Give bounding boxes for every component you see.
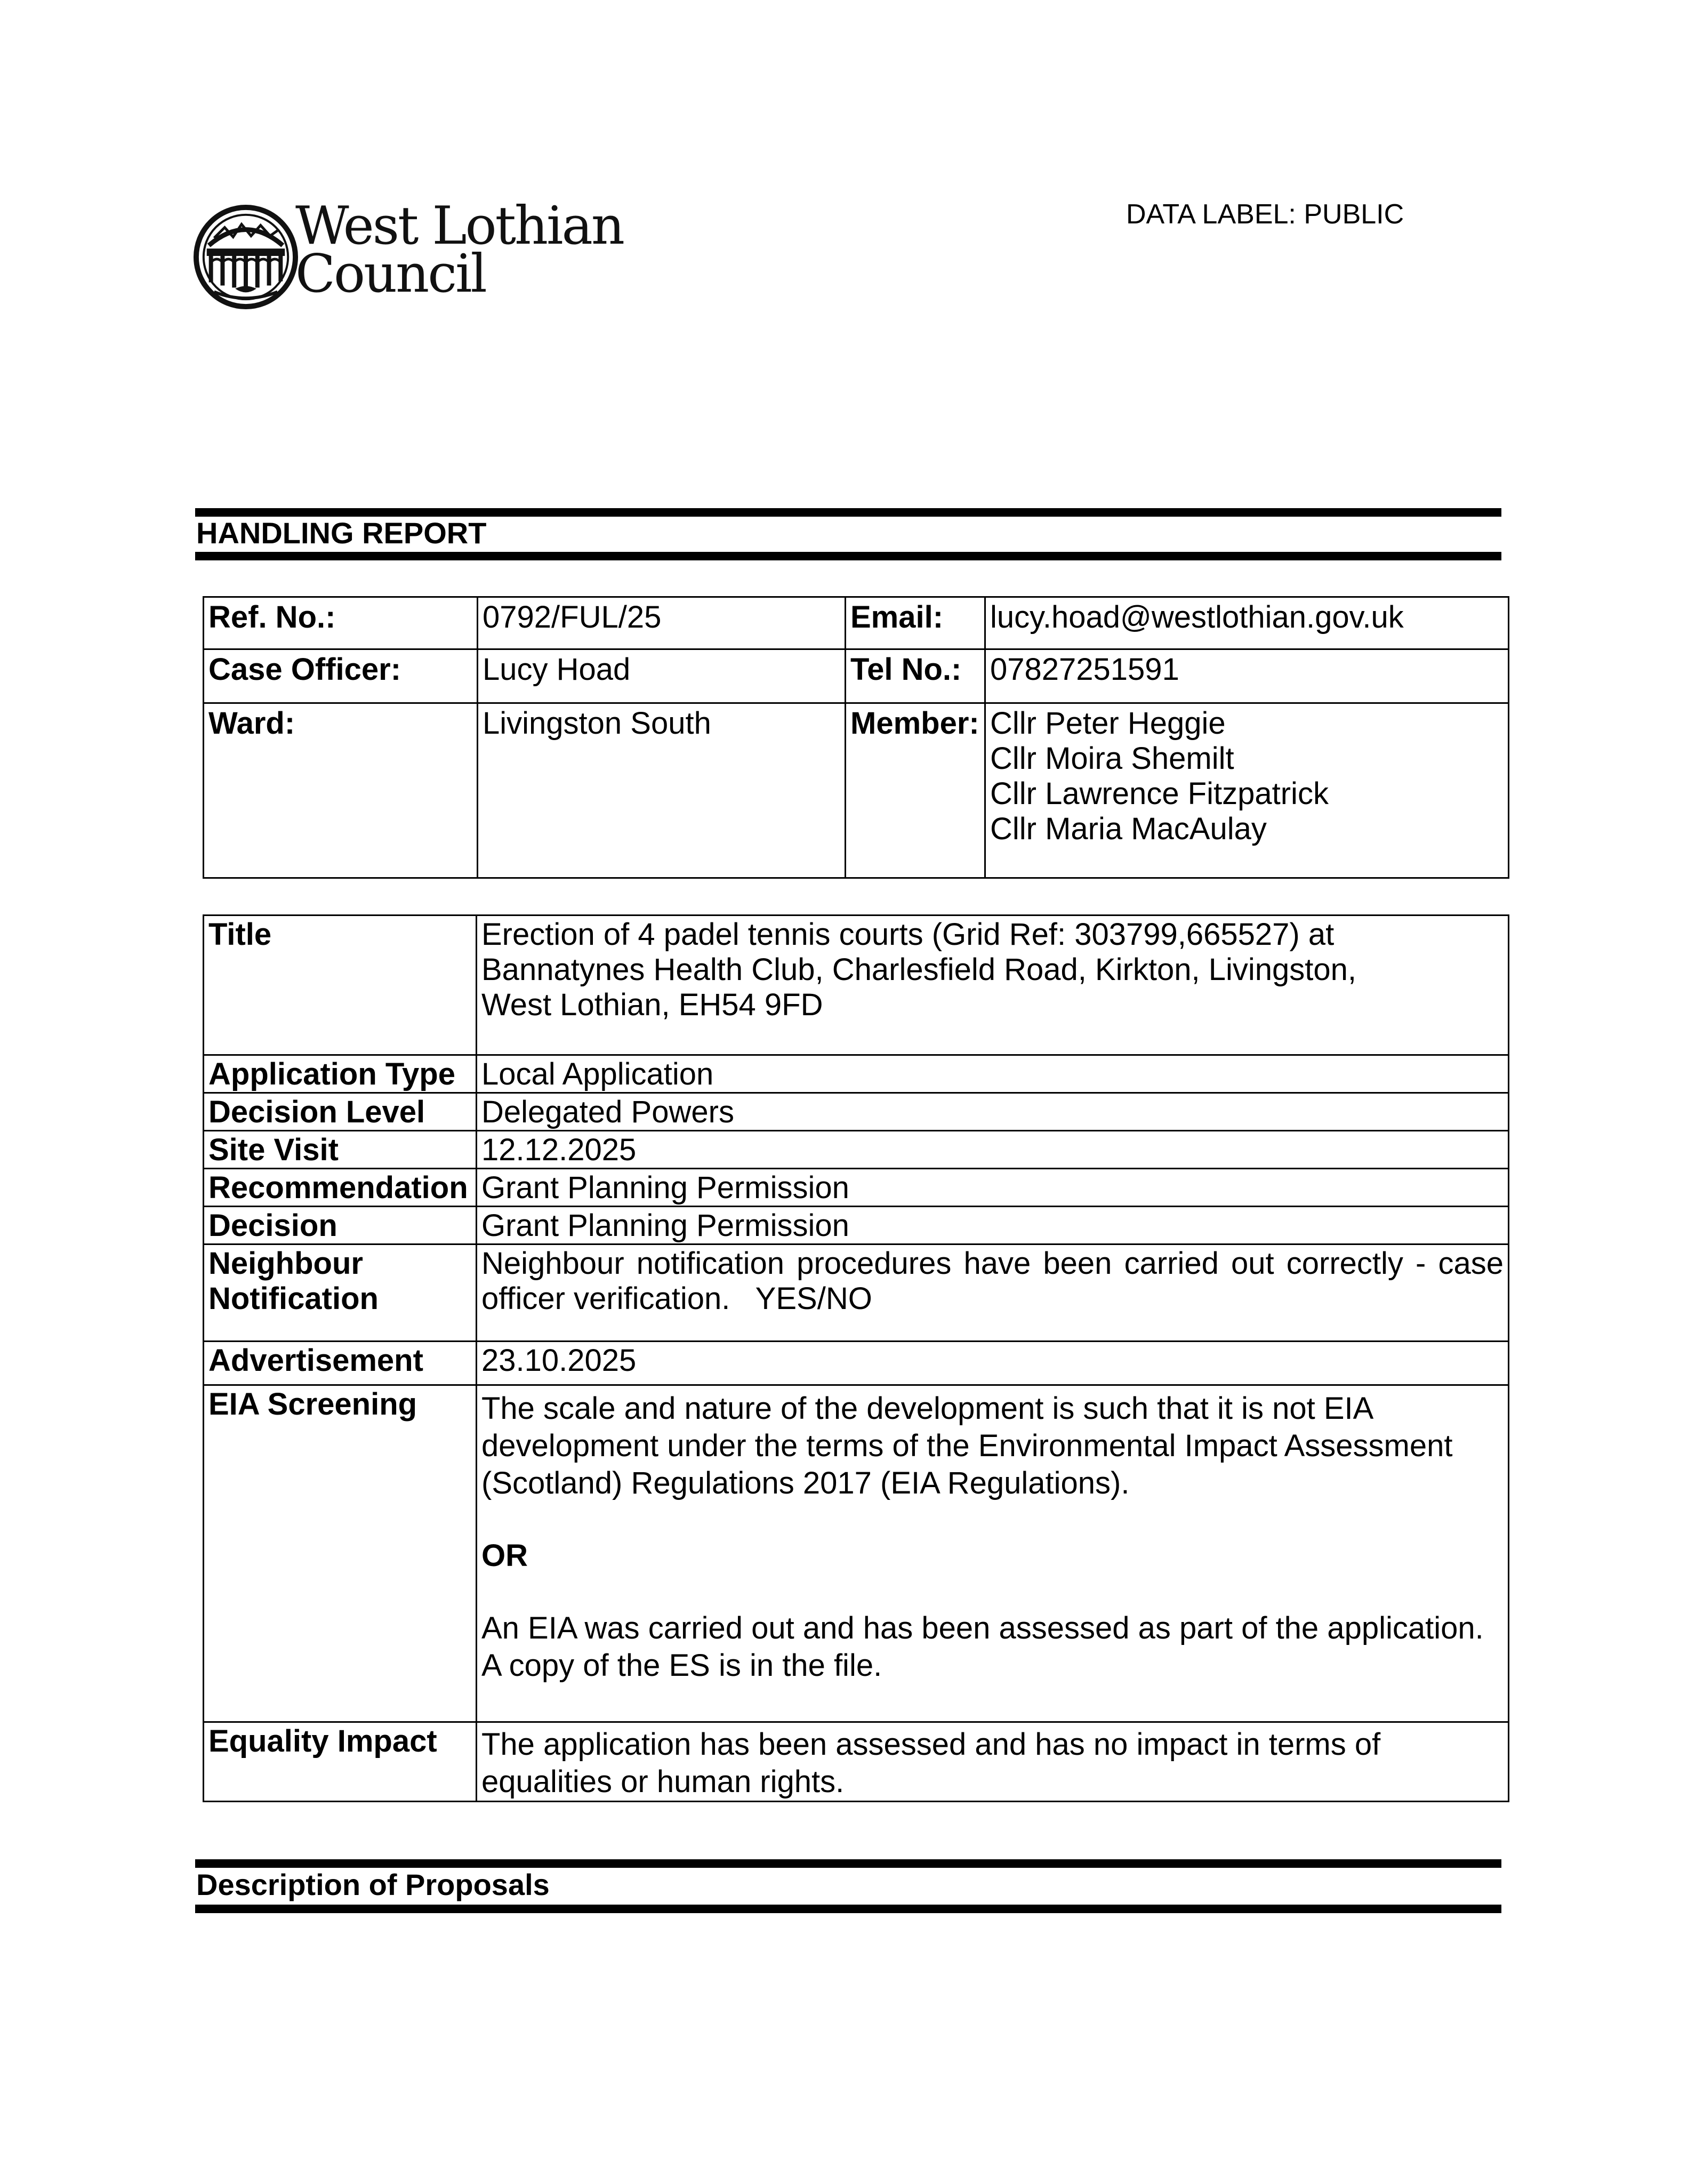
section-rule-bottom (195, 1905, 1501, 1913)
council-logo (193, 196, 624, 314)
members-list (985, 703, 1509, 878)
member-name: Cllr Maria MacAulay (990, 812, 1267, 846)
section-rule-bottom (195, 552, 1501, 560)
recommendation-label: Recommendation (204, 1169, 477, 1207)
eia-screening-label: EIA Screening (204, 1385, 477, 1722)
eia-or: OR (481, 1538, 528, 1573)
member-label: Member: (846, 703, 985, 878)
member-name: Cllr Peter Heggie (990, 706, 1226, 741)
site-visit-label: Site Visit (204, 1131, 477, 1169)
report-title: HANDLING REPORT (196, 516, 487, 550)
equality-impact-value: The application has been assessed and has no impact in terms of equalities or human rights. (477, 1722, 1509, 1802)
neighbour-notification-value: Neighbour notification procedures have been carried out correctly - case officer verification. YES/NO (477, 1244, 1509, 1342)
recommendation-value: Grant Planning Permission (477, 1169, 1509, 1207)
tel-value: 07827251591 (985, 649, 1509, 703)
equality-impact-label: Equality Impact (204, 1722, 477, 1802)
council-logo-wordmark: West Lothian Council (295, 196, 624, 304)
neighbour-notification-label: Neighbour Notification (204, 1244, 477, 1342)
decision-level-value: Delegated Powers (477, 1093, 1509, 1131)
eia-screening-value: The scale and nature of the development is such that it is not EIA development under the terms of the Environmental Impact Assessment (Scotland) Regulations 2017 (EIA Regulations). OR An EIA was carried out and has been assessed as part of the application. A copy of the ES is in the file. (477, 1385, 1509, 1722)
email-label: Email: (846, 597, 985, 649)
table-row (204, 1722, 1509, 1802)
table-row (204, 649, 1509, 703)
title-value: Erection of 4 padel tennis courts (Grid Ref: 303799,665527) at Bannatynes Health Club, Charlesfield Road, Kirkton, Livingston, West Lothian, EH54 9FD (477, 916, 1509, 1055)
application-type-label: Application Type (204, 1055, 477, 1093)
eia-alternative: An EIA was carried out and has been assessed as part of the application. A copy of the ES is in the file. (481, 1611, 1484, 1683)
table-row (204, 1131, 1509, 1169)
member-name: Cllr Lawrence Fitzpatrick (990, 776, 1329, 811)
advertisement-value: 23.10.2025 (477, 1342, 1509, 1385)
decision-value: Grant Planning Permission (477, 1207, 1509, 1244)
ref-value: 0792/FUL/25 (478, 597, 846, 649)
table-row (204, 597, 1509, 649)
ward-label: Ward: (204, 703, 478, 878)
title-label: Title (204, 916, 477, 1055)
table-row (204, 1342, 1509, 1385)
table-row (204, 1385, 1509, 1722)
case-officer-label: Case Officer: (204, 649, 478, 703)
application-details-table (203, 914, 1513, 1802)
table-row (204, 1169, 1509, 1207)
case-info-table (203, 596, 1509, 879)
section-title-description: Description of Proposals (196, 1868, 550, 1901)
table-row (204, 1207, 1509, 1244)
ward-value: Livingston South (478, 703, 846, 878)
decision-level-label: Decision Level (204, 1093, 477, 1131)
email-value: lucy.hoad@westlothian.gov.uk (985, 597, 1509, 649)
table-row (204, 916, 1509, 1055)
section-rule-top (195, 1859, 1501, 1868)
site-visit-value: 12.12.2025 (477, 1131, 1509, 1169)
case-officer-value: Lucy Hoad (478, 649, 846, 703)
advertisement-label: Advertisement (204, 1342, 477, 1385)
ref-label: Ref. No.: (204, 597, 478, 649)
data-label: DATA LABEL: PUBLIC (1126, 199, 1404, 230)
application-type-value: Local Application (477, 1055, 1509, 1093)
table-row (204, 703, 1509, 878)
tel-label: Tel No.: (846, 649, 985, 703)
decision-label: Decision (204, 1207, 477, 1244)
member-name: Cllr Moira Shemilt (990, 741, 1234, 776)
council-emblem-icon (193, 204, 299, 310)
table-row (204, 1093, 1509, 1131)
table-row (204, 1055, 1509, 1093)
table-row (204, 1244, 1509, 1342)
